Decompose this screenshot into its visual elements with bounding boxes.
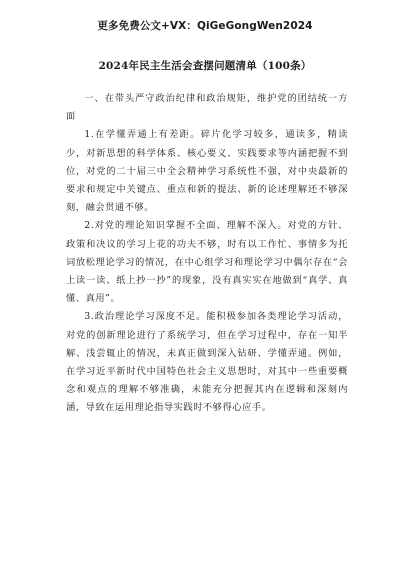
promo-header: 更多免费公文+VX：QiGeGongWen2024 <box>97 20 313 32</box>
document-body <box>66 90 348 418</box>
document-title: 2024年民主生活会查摆问题清单（100条） <box>98 60 312 72</box>
paragraph-3: 3.政治理论学习深度不足。能积极参加各类理论学习活动，对党的创新理论进行了系统学习，但在学习过程中，存在一知半解、浅尝辄止的情况，未真正做到深入钻研、学懂弄通。例如，在学习近平新时代中国特色社会主义思想时，对其中一些重要概念和观点的理解不够准确，未能充分把握其内在逻辑和深刻内涵，导致在运用理论指导实践时不够得心应手。 <box>66 311 348 414</box>
section-heading: 一、在带头严守政治纪律和政治规矩，维护党的团结统一方面 <box>66 93 348 123</box>
paragraph-1: 1.在学懂弄通上有差距。碎片化学习较多，通读多，精读少，对新思想的科学体系、核心要义、实践要求等内涵把握不到位，对党的二十届三中全会精神学习系统性不强，对中央最新的要求和规定中关键点、重点和新的提法、新的论述理解还不够深刻，融会贯通不够。 <box>66 129 348 214</box>
paragraph-2: 2.对党的理论知识掌握不全面、理解不深入。对党的方针、政策和决议的学习上花的功夫不够，时有以工作忙、事情多为托词放松理论学习的情况，在中心组学习和理论学习中偶尔存在“会上读一读、纸上抄一抄”的现象，没有真实实在地做到“真学、真懂、真用”。 <box>66 220 348 305</box>
